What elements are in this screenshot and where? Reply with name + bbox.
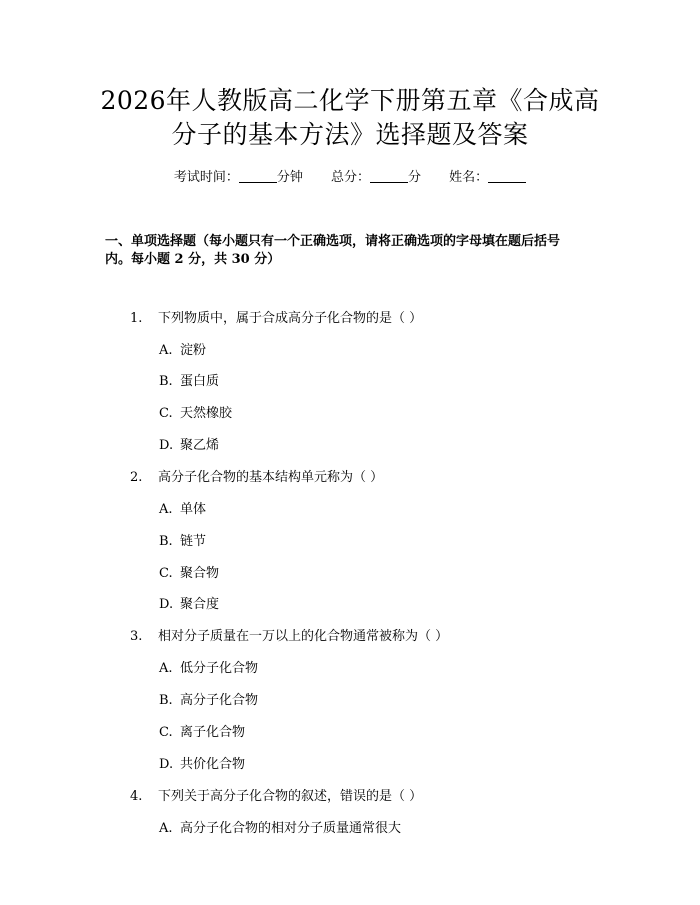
question-2 [130,468,383,488]
option-letter: C. [159,725,173,740]
page-title-line2: 分子的基本方法》选择题及答案 [171,120,529,149]
option-letter: D. [159,597,174,612]
question-1-option-b [159,372,219,392]
question-2-option-d [159,595,219,615]
question-3-option-a [159,659,258,679]
question-number: 2. [130,470,143,485]
option-letter: A. [159,821,173,836]
question-3-option-b [159,691,258,711]
option-letter: A. [159,343,173,358]
option-text: 低分子化合物 [180,661,259,676]
score-field [331,168,421,188]
option-text: 链节 [180,534,207,549]
question-1 [130,309,422,329]
question-number: 3. [130,629,143,644]
time-label: 考试时间： [173,170,239,185]
question-1-option-a [159,341,206,361]
option-letter: A. [159,661,173,676]
option-letter: C. [159,406,173,421]
question-2-option-a [159,500,206,520]
name-label: 姓名： [449,170,489,185]
score-label: 总分： [330,170,370,185]
name-blank [488,168,526,183]
name-field [449,168,526,188]
question-number: 4. [130,789,143,804]
question-3-option-d [159,755,245,775]
question-4-option-a [159,819,401,839]
score-blank [370,168,408,183]
time-blank [239,168,277,183]
option-text: 聚合度 [180,597,220,612]
question-2-option-b [159,532,206,552]
option-text: 蛋白质 [180,374,220,389]
option-text: 聚乙烯 [180,438,220,453]
question-1-option-c [159,404,232,424]
question-3-option-c [159,723,245,743]
question-2-option-c [159,564,219,584]
option-text: 共价化合物 [180,757,246,772]
question-4 [130,787,422,807]
option-text: 离子化合物 [180,725,246,740]
option-letter: D. [159,757,174,772]
score-unit: 分 [408,170,422,185]
question-text: 高分子化合物的基本结构单元称为（ ） [158,470,384,485]
time-unit: 分钟 [276,170,303,185]
question-text: 下列物质中，属于合成高分子化合物的是（ ） [158,311,423,326]
option-letter: C. [159,566,173,581]
question-1-option-d [159,436,219,456]
option-letter: B. [159,693,173,708]
option-text: 高分子化合物 [180,693,259,708]
option-text: 天然橡胶 [180,406,233,421]
section-heading-line2: 内。每小题 2 分，共 30 分） [105,252,281,267]
option-letter: D. [159,438,174,453]
option-text: 聚合物 [180,566,220,581]
option-text: 淀粉 [180,343,207,358]
time-field [174,168,303,188]
option-letter: B. [159,374,173,389]
option-letter: A. [159,502,173,517]
exam-meta [0,168,700,188]
option-letter: B. [159,534,173,549]
section-heading-line1: 一、单项选择题（每小题只有一个正确选项，请将正确选项的字母填在题后括号 [105,234,561,249]
question-3 [130,627,448,647]
option-text: 单体 [180,502,207,517]
question-text: 下列关于高分子化合物的叙述，错误的是（ ） [158,789,423,804]
page-title-line1: 2026年人教版高二化学下册第五章《合成高 [100,86,600,115]
question-text: 相对分子质量在一万以上的化合物通常被称为（ ） [158,629,449,644]
question-number: 1. [130,311,143,326]
option-text: 高分子化合物的相对分子质量通常很大 [180,821,402,836]
